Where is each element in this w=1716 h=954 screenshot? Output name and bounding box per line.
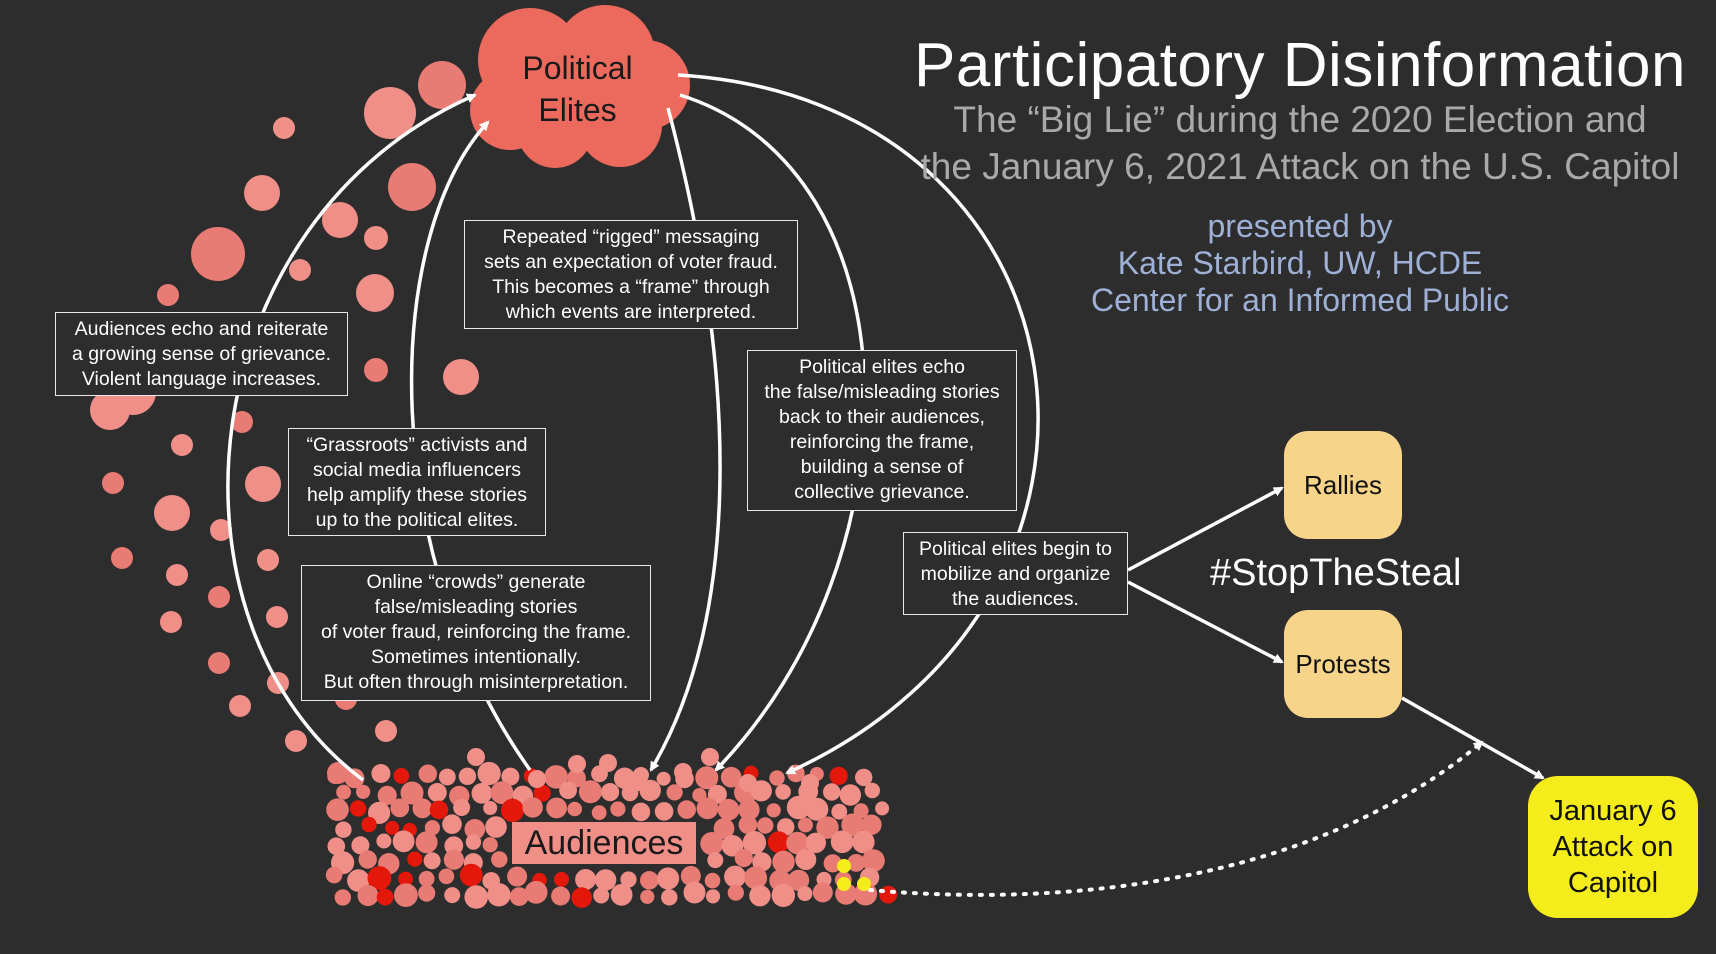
decorative-dot (483, 801, 497, 815)
decorative-dot (611, 884, 633, 906)
decorative-dot (599, 754, 617, 772)
decorative-dot (801, 774, 819, 792)
box-online-crowds (301, 565, 651, 701)
decorative-dot (528, 770, 546, 788)
elites-line2: Elites (538, 92, 617, 128)
decorative-dot (677, 800, 696, 819)
decorative-dot (419, 871, 435, 887)
decorative-dot (575, 869, 596, 890)
decorative-dot (579, 780, 602, 803)
decorative-dot (257, 549, 279, 571)
decorative-dot (478, 762, 501, 785)
decorative-dot (229, 695, 251, 717)
box-elites-echo (747, 350, 1017, 511)
decorative-dot (592, 805, 607, 820)
decorative-dot (244, 175, 280, 211)
decorative-dot (90, 390, 130, 430)
box-line: help amplify these stories (306, 484, 528, 506)
decorative-dot (208, 586, 230, 608)
box-line: Audiences echo and reiterate (74, 318, 329, 340)
decorative-dot (371, 764, 390, 783)
arrow-audience-to-jan6-dotted (870, 742, 1482, 895)
decorative-dot (466, 834, 481, 849)
decorative-dot (102, 472, 124, 494)
decorative-dot (567, 802, 582, 817)
page-subtitle (895, 96, 1705, 190)
box-line: back to their audiences, (779, 406, 985, 428)
decorative-dot (336, 785, 351, 800)
yellow-audience-dot (857, 877, 871, 891)
decorative-dot (442, 814, 462, 834)
decorative-dot (335, 889, 351, 905)
presenter-line1: presented by (1207, 208, 1393, 244)
subtitle-line2: the January 6, 2021 Attack on the U.S. Capitol (920, 146, 1680, 187)
decorative-dot (724, 866, 746, 888)
box-echo-grievance (55, 312, 348, 396)
box-line: Sometimes intentionally. (371, 646, 581, 668)
decorative-dot (501, 799, 524, 822)
decorative-dot (507, 867, 527, 887)
decorative-dot (830, 767, 848, 785)
decorative-dot (459, 768, 476, 785)
decorative-dot (407, 852, 422, 867)
decorative-dot (655, 802, 674, 821)
decorative-dot (769, 770, 784, 785)
box-line: a growing sense of grievance. (71, 343, 332, 365)
box-line: But often through misinterpretation. (323, 671, 629, 693)
decorative-dot (208, 652, 230, 674)
decorative-dot (483, 837, 498, 852)
decorative-dot (439, 769, 456, 786)
decorative-dot (798, 818, 813, 833)
decorative-dot (593, 888, 609, 904)
decorative-dot (667, 784, 683, 800)
decorative-dot (245, 466, 281, 502)
decorative-dot (661, 889, 677, 905)
decorative-dot (444, 887, 460, 903)
yellow-audience-dot (837, 859, 851, 873)
arrow-protests-to-jan6 (1402, 698, 1543, 778)
box-line: sets an expectation of voter fraud. (484, 251, 778, 273)
arrow-elites-to-audiences-1 (651, 108, 720, 770)
decorative-dot (705, 873, 721, 889)
decorative-dot (610, 801, 625, 816)
decorative-dot (865, 783, 880, 798)
decorative-dot (327, 769, 342, 784)
page-title: Participatory Disinformation (913, 31, 1687, 100)
decorative-dot (377, 889, 394, 906)
decorative-dot (772, 884, 795, 907)
decorative-dot (757, 817, 773, 833)
decorative-dot (464, 885, 488, 909)
decorative-dot (460, 864, 483, 887)
decorative-dot (390, 799, 409, 818)
decorative-dot (879, 886, 897, 904)
decorative-dot (797, 886, 812, 901)
decorative-dot (525, 881, 548, 904)
decorative-dot (601, 783, 619, 801)
decorative-dot (640, 890, 654, 904)
decorative-dot (111, 547, 133, 569)
decorative-dot (359, 850, 377, 868)
decorative-dot (823, 783, 840, 800)
decorative-dot (749, 885, 770, 906)
presenter-credit (1000, 208, 1600, 319)
decorative-dot (707, 852, 723, 868)
decorative-dot (326, 867, 343, 884)
decorative-dot (697, 797, 719, 819)
box-line: mobilize and organize (920, 563, 1111, 585)
box-line: false/misleading stories (374, 596, 578, 618)
decorative-dot (775, 784, 791, 800)
decorative-dot (772, 851, 794, 873)
decorative-dot (273, 117, 295, 139)
box-rigged-messaging (464, 220, 798, 329)
decorative-dot (523, 797, 543, 817)
presenter-line3: Center for an Informed Public (1091, 282, 1509, 318)
box-line: of voter fraud, reinforcing the frame. (321, 621, 631, 643)
protests-node: Protests (1284, 610, 1402, 718)
decorative-dot (739, 774, 757, 792)
jan6-line3: Capitol (1567, 867, 1659, 899)
decorative-dot (289, 259, 311, 281)
box-line: Violent language increases. (81, 368, 322, 390)
decorative-dot (546, 798, 567, 819)
decorative-dot (657, 772, 671, 786)
jan6-attack-node (1528, 776, 1698, 918)
jan6-line1: January 6 (1549, 795, 1677, 827)
rallies-node: Rallies (1284, 431, 1402, 539)
decorative-dot (571, 887, 592, 908)
decorative-dot (413, 798, 433, 818)
decorative-dot (439, 869, 455, 885)
box-line: collective grievance. (794, 481, 970, 503)
decorative-dot (700, 832, 723, 855)
decorative-dot (554, 872, 569, 887)
decorative-dot (443, 359, 479, 395)
decorative-dot (840, 784, 861, 805)
decorative-dot (767, 803, 781, 817)
political-elites-label (500, 47, 655, 131)
decorative-dot (361, 817, 376, 832)
box-line: which events are interpreted. (505, 301, 757, 323)
decorative-dot (453, 799, 470, 816)
decorative-dot (491, 851, 507, 867)
decorative-dot (640, 871, 659, 890)
decorative-dot (418, 885, 435, 902)
decorative-dot (393, 830, 415, 852)
hashtag-stopthesteal: #StopTheSteal (1210, 552, 1462, 594)
decorative-dot (157, 284, 179, 306)
decorative-dot (191, 227, 245, 281)
decorative-dot (416, 831, 438, 853)
box-grassroots (288, 428, 546, 536)
box-line: the false/misleading stories (764, 381, 1000, 403)
decorative-dot (375, 720, 397, 742)
jan6-line2: Attack on (1552, 831, 1674, 863)
decorative-dot (376, 834, 391, 849)
box-line: social media influencers (312, 459, 522, 481)
decorative-dot (394, 768, 410, 784)
box-line: reinforcing the frame, (789, 431, 975, 453)
decorative-dot (831, 831, 854, 854)
decorative-dot (657, 867, 679, 889)
decorative-dot (285, 730, 307, 752)
decorative-dot (430, 801, 449, 820)
decorative-dot (795, 849, 816, 870)
subtitle-line1: The “Big Lie” during the 2020 Election and (953, 99, 1647, 140)
box-line: Repeated “rigged” messaging (502, 226, 760, 248)
decorative-dot (701, 748, 719, 766)
box-line: Online “crowds” generate (366, 571, 586, 593)
decorative-dot (444, 850, 464, 870)
elites-line1: Political (522, 50, 633, 86)
decorative-dot (875, 801, 889, 815)
decorative-dot (467, 748, 485, 766)
decorative-dot (326, 798, 349, 821)
presenter-line2: Kate Starbird, UW, HCDE (1117, 245, 1483, 281)
box-line: This becomes a “frame” through (492, 276, 770, 298)
decorative-dot (166, 564, 188, 586)
decorative-dot (735, 849, 753, 867)
decorative-dot (419, 765, 437, 783)
decorative-dot (364, 226, 388, 250)
decorative-dot (718, 799, 740, 821)
box-line: Political elites begin to (919, 538, 1112, 560)
box-line: Political elites echo (799, 356, 965, 378)
box-mobilize (903, 532, 1128, 615)
decorative-dot (487, 883, 510, 906)
decorative-dot (684, 882, 706, 904)
decorative-dot (266, 606, 288, 628)
decorative-dot (768, 831, 790, 853)
decorative-dot (356, 785, 370, 799)
decorative-dot (728, 885, 744, 901)
audiences-label: Audiences (512, 822, 696, 864)
decorative-dot (171, 434, 193, 456)
box-line: building a sense of (800, 456, 964, 478)
decorative-dot (485, 816, 507, 838)
decorative-dot (595, 869, 616, 890)
decorative-dot (632, 803, 651, 822)
decorative-dot (424, 852, 441, 869)
decorative-dot (356, 274, 394, 312)
box-line: up to the political elites. (315, 509, 519, 531)
box-line: “Grassroots” activists and (306, 434, 528, 456)
decorative-dot (394, 883, 418, 907)
decorative-dot (674, 763, 692, 781)
decorative-dot (350, 800, 366, 816)
decorative-dot (154, 495, 190, 531)
decorative-dot (160, 611, 182, 633)
decorative-dot (428, 783, 447, 802)
decorative-dot (706, 889, 720, 903)
decorative-dot (559, 781, 577, 799)
decorative-dot (364, 358, 388, 382)
decorative-dot (335, 822, 351, 838)
box-line: the audiences. (952, 588, 1079, 610)
decorative-dot (551, 887, 570, 906)
decorative-dot (388, 163, 436, 211)
decorative-dot (472, 783, 493, 804)
decorative-dot (358, 885, 379, 906)
decorative-dot (629, 773, 647, 791)
decorative-dot (813, 882, 833, 902)
yellow-audience-dot (837, 877, 851, 891)
decorative-dot (568, 755, 586, 773)
